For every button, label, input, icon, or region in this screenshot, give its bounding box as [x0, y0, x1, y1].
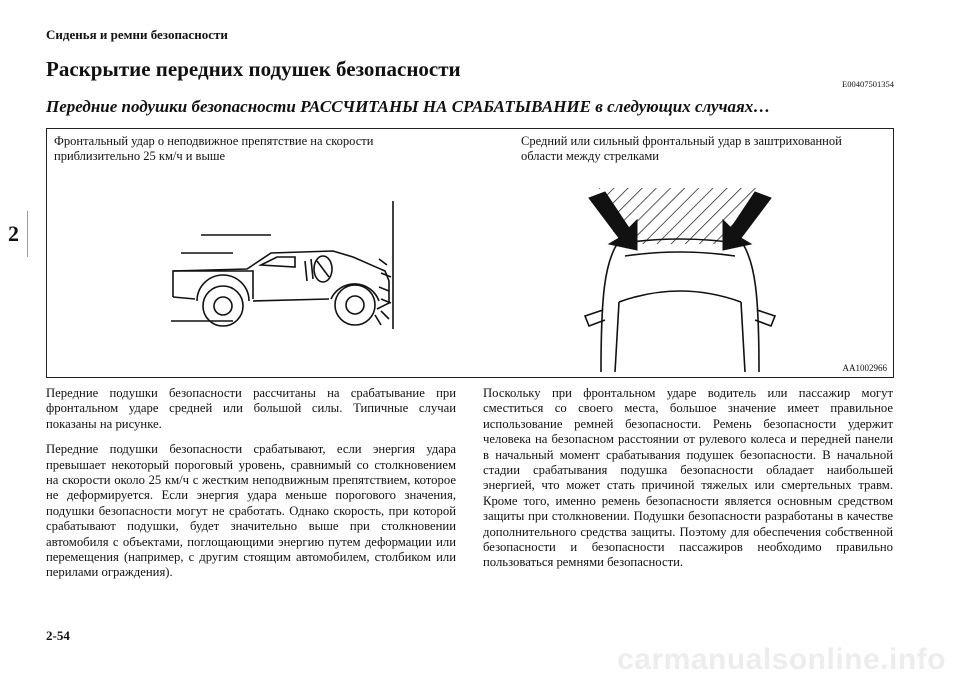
truck-collision-illustration — [167, 199, 407, 334]
watermark: carmanualsonline.info — [617, 643, 946, 676]
section-subtitle: Передние подушки безопасности РАССЧИТАНЫ НА СРАБАТЫВАНИЕ в следующих случаях… — [46, 97, 771, 116]
running-header: Сиденья и ремни безопасности — [46, 27, 228, 42]
paragraph: Передние подушки безопасности срабатывают, если энергия удара превышает некоторый пороговый уровень, сравнимый со столкновением на скорости около 25 км/ч с жестким неподвижным препятствием, которое не деформируется. Если энергия удара меньше порогового значения, подушки безопасности могут не сработать. Однако скорость, при которой срабатывают подушки, будет значительно выше при столкновении автомобиля с объектами, поглощающими энергию путем деформации или перемещения (например, с другим стоящим автомобилем, столбиком или перилами ограждения). — [46, 442, 456, 580]
frontal-impact-zone-illustration — [575, 184, 785, 374]
figure-code: AA1002966 — [842, 363, 887, 373]
page-number: 2-54 — [46, 628, 70, 643]
paragraph: Поскольку при фронтальном ударе водитель или пассажир могут сместиться со своего места, большое значение имеет правильное использование ремней безопасности. Ремень безопасности удержит человека на безопасном расстоянии от рулевого колеса и передней панели в начальный момент срабатывания подушек безопасности. В начальной стадии срабатывания подушка безопасности обладает наибольшей энергией, что может стать причиной тяжелых или смертельных травм. Кроме того, именно ремень безопасности является основным средством защиты при столкновении. Подушки безопасности разработаны в качестве дополнительного средства защиты. Поэтому для обеспечения собственной безопасности и безопасности пассажиров необходимо правильно пользоваться ремнями безопасности. — [483, 386, 893, 570]
body-left-column — [46, 386, 456, 591]
body-right-column — [483, 386, 893, 581]
figure-left-caption: Фронтальный удар о неподвижное препятствие на скорости приблизительно 25 км/ч и выше — [54, 134, 374, 163]
section-title: Раскрытие передних подушек безопасности — [46, 57, 461, 81]
section-code: E00407501354 — [842, 79, 894, 89]
figure-right-caption: Средний или сильный фронтальный удар в заштрихованной области между стрелками — [521, 134, 842, 163]
chapter-tab: 2 — [0, 211, 28, 257]
paragraph: Передние подушки безопасности рассчитаны на срабатывание при фронтальном ударе средней или большой силы. Типичные случаи показаны на рисунке. — [46, 386, 456, 431]
figure-box — [46, 128, 894, 378]
